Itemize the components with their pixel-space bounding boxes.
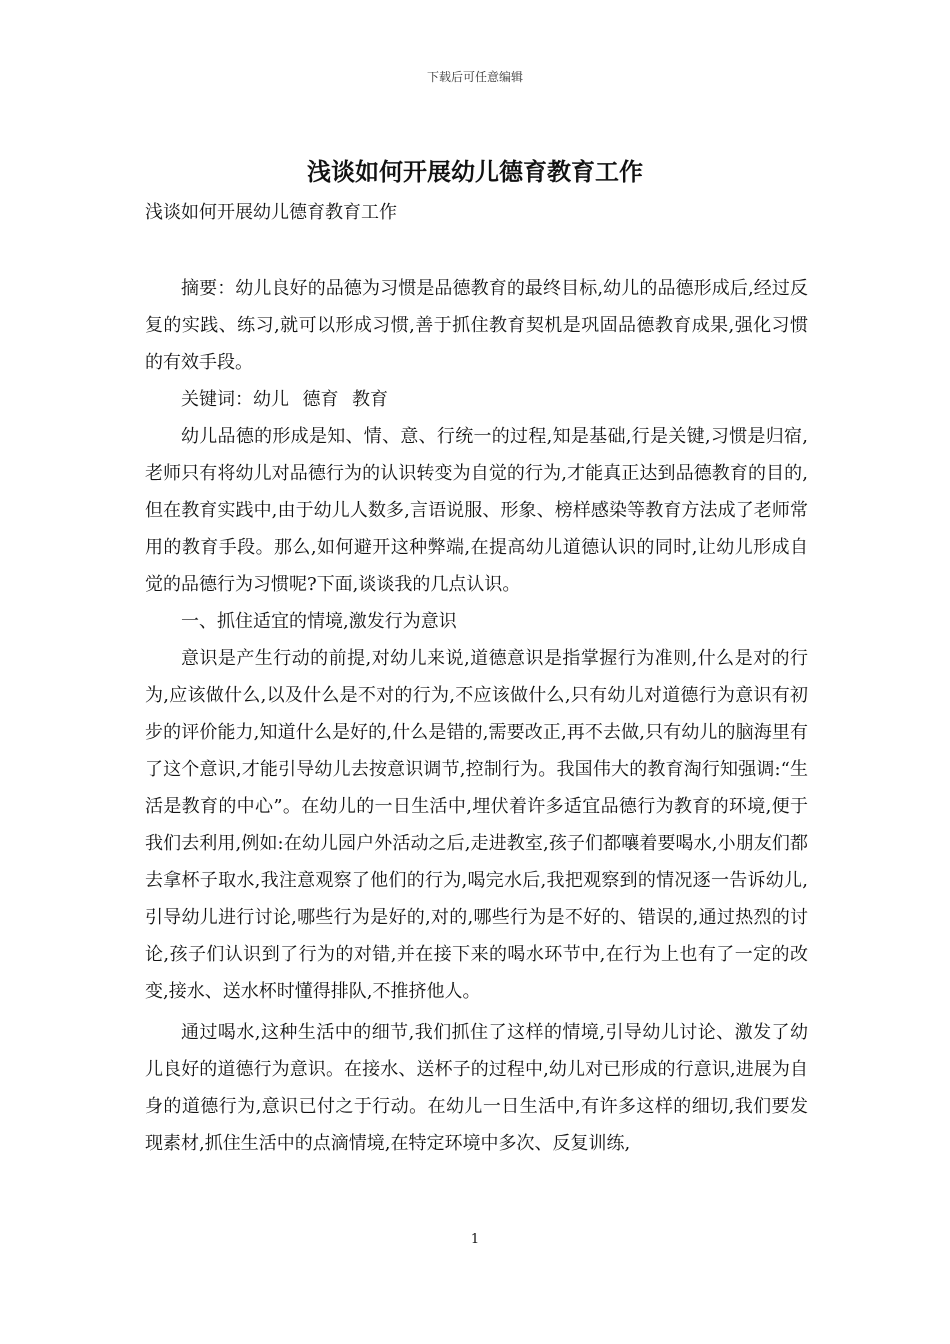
page-number: 1	[470, 1232, 480, 1247]
keyword-item: 幼儿	[253, 389, 289, 410]
body-paragraph: 幼儿品德的形成是知、情、意、行统一的过程,知是基础,行是关键,习惯是归宿,老师只有将幼儿对品德行为的认识转变为自觉的行为,才能真正达到品德教育的目的,但在教育实践中,由于幼儿人数多,言语说服、形象、榜样感染等教育方法成了老师常用的教育手段。那么,如何避开这种弊端,在提高幼儿道德认识的同时,让幼儿形成自觉的品德行为习惯呢?下面,谈谈我的几点认识。	[145, 426, 808, 595]
body-paragraph: 通过喝水,这种生活中的细节,我们抓住了这样的情境,引导幼儿讨论、激发了幼儿良好的道德行为意识。在接水、送杯子的过程中,幼儿对已形成的行意识,进展为自身的道德行为,意识已付之于行动。在幼儿一日生活中,有许多这样的细切,我们要发现素材,抓住生活中的点滴情境,在特定环境中多次、反复训练,	[145, 1022, 808, 1154]
section-heading: 一、抓住适宜的情境,激发行为意识	[181, 611, 457, 632]
document-title: 浅谈如何开展幼儿德育教育工作	[307, 157, 643, 186]
keyword-item: 德育	[302, 389, 339, 410]
keywords-label: 关键词：	[181, 389, 253, 410]
keywords-line	[145, 381, 808, 418]
abstract-paragraph: 摘要：幼儿良好的品德为习惯是品德教育的最终目标,幼儿的品德形成后,经过反复的实践、练习,就可以形成习惯,善于抓住教育契机是巩固品德教育成果,强化习惯的有效手段。	[145, 278, 808, 373]
document-body	[145, 270, 808, 1162]
body-paragraph: 意识是产生行动的前提,对幼儿来说,道德意识是指掌握行为准则,什么是对的行为,应该做什么,以及什么是不对的行为,不应该做什么,只有幼儿对道德行为意识有初步的评价能力,知道什么是好的,什么是错的,需要改正,再不去做,只有幼儿的脑海里有了这个意识,才能引导幼儿去按意识调节,控制行为。我国伟大的教育淘行知强调:“生活是教育的中心”。在幼儿的一日生活中,埋伏着许多适宜品德行为教育的环境,便于我们去利用,例如:在幼儿园户外活动之后,走进教室,孩子们都嚷着要喝水,小朋友们都去拿杯子取水,我注意观察了他们的行为,喝完水后,我把观察到的情况逐一告诉幼儿,引导幼儿进行讨论,哪些行为是好的,对的,哪些行为是不好的、错误的,通过热烈的讨论,孩子们认识到了行为的对错,并在接下来的喝水环节中,在行为上也有了一定的改变,接水、送水杯时懂得排队,不推挤他人。	[145, 648, 808, 1002]
header-note: 下载后可任意编辑	[426, 70, 523, 84]
keyword-item: 教育	[352, 389, 388, 410]
document-subtitle: 浅谈如何开展幼儿德育教育工作	[145, 202, 397, 223]
